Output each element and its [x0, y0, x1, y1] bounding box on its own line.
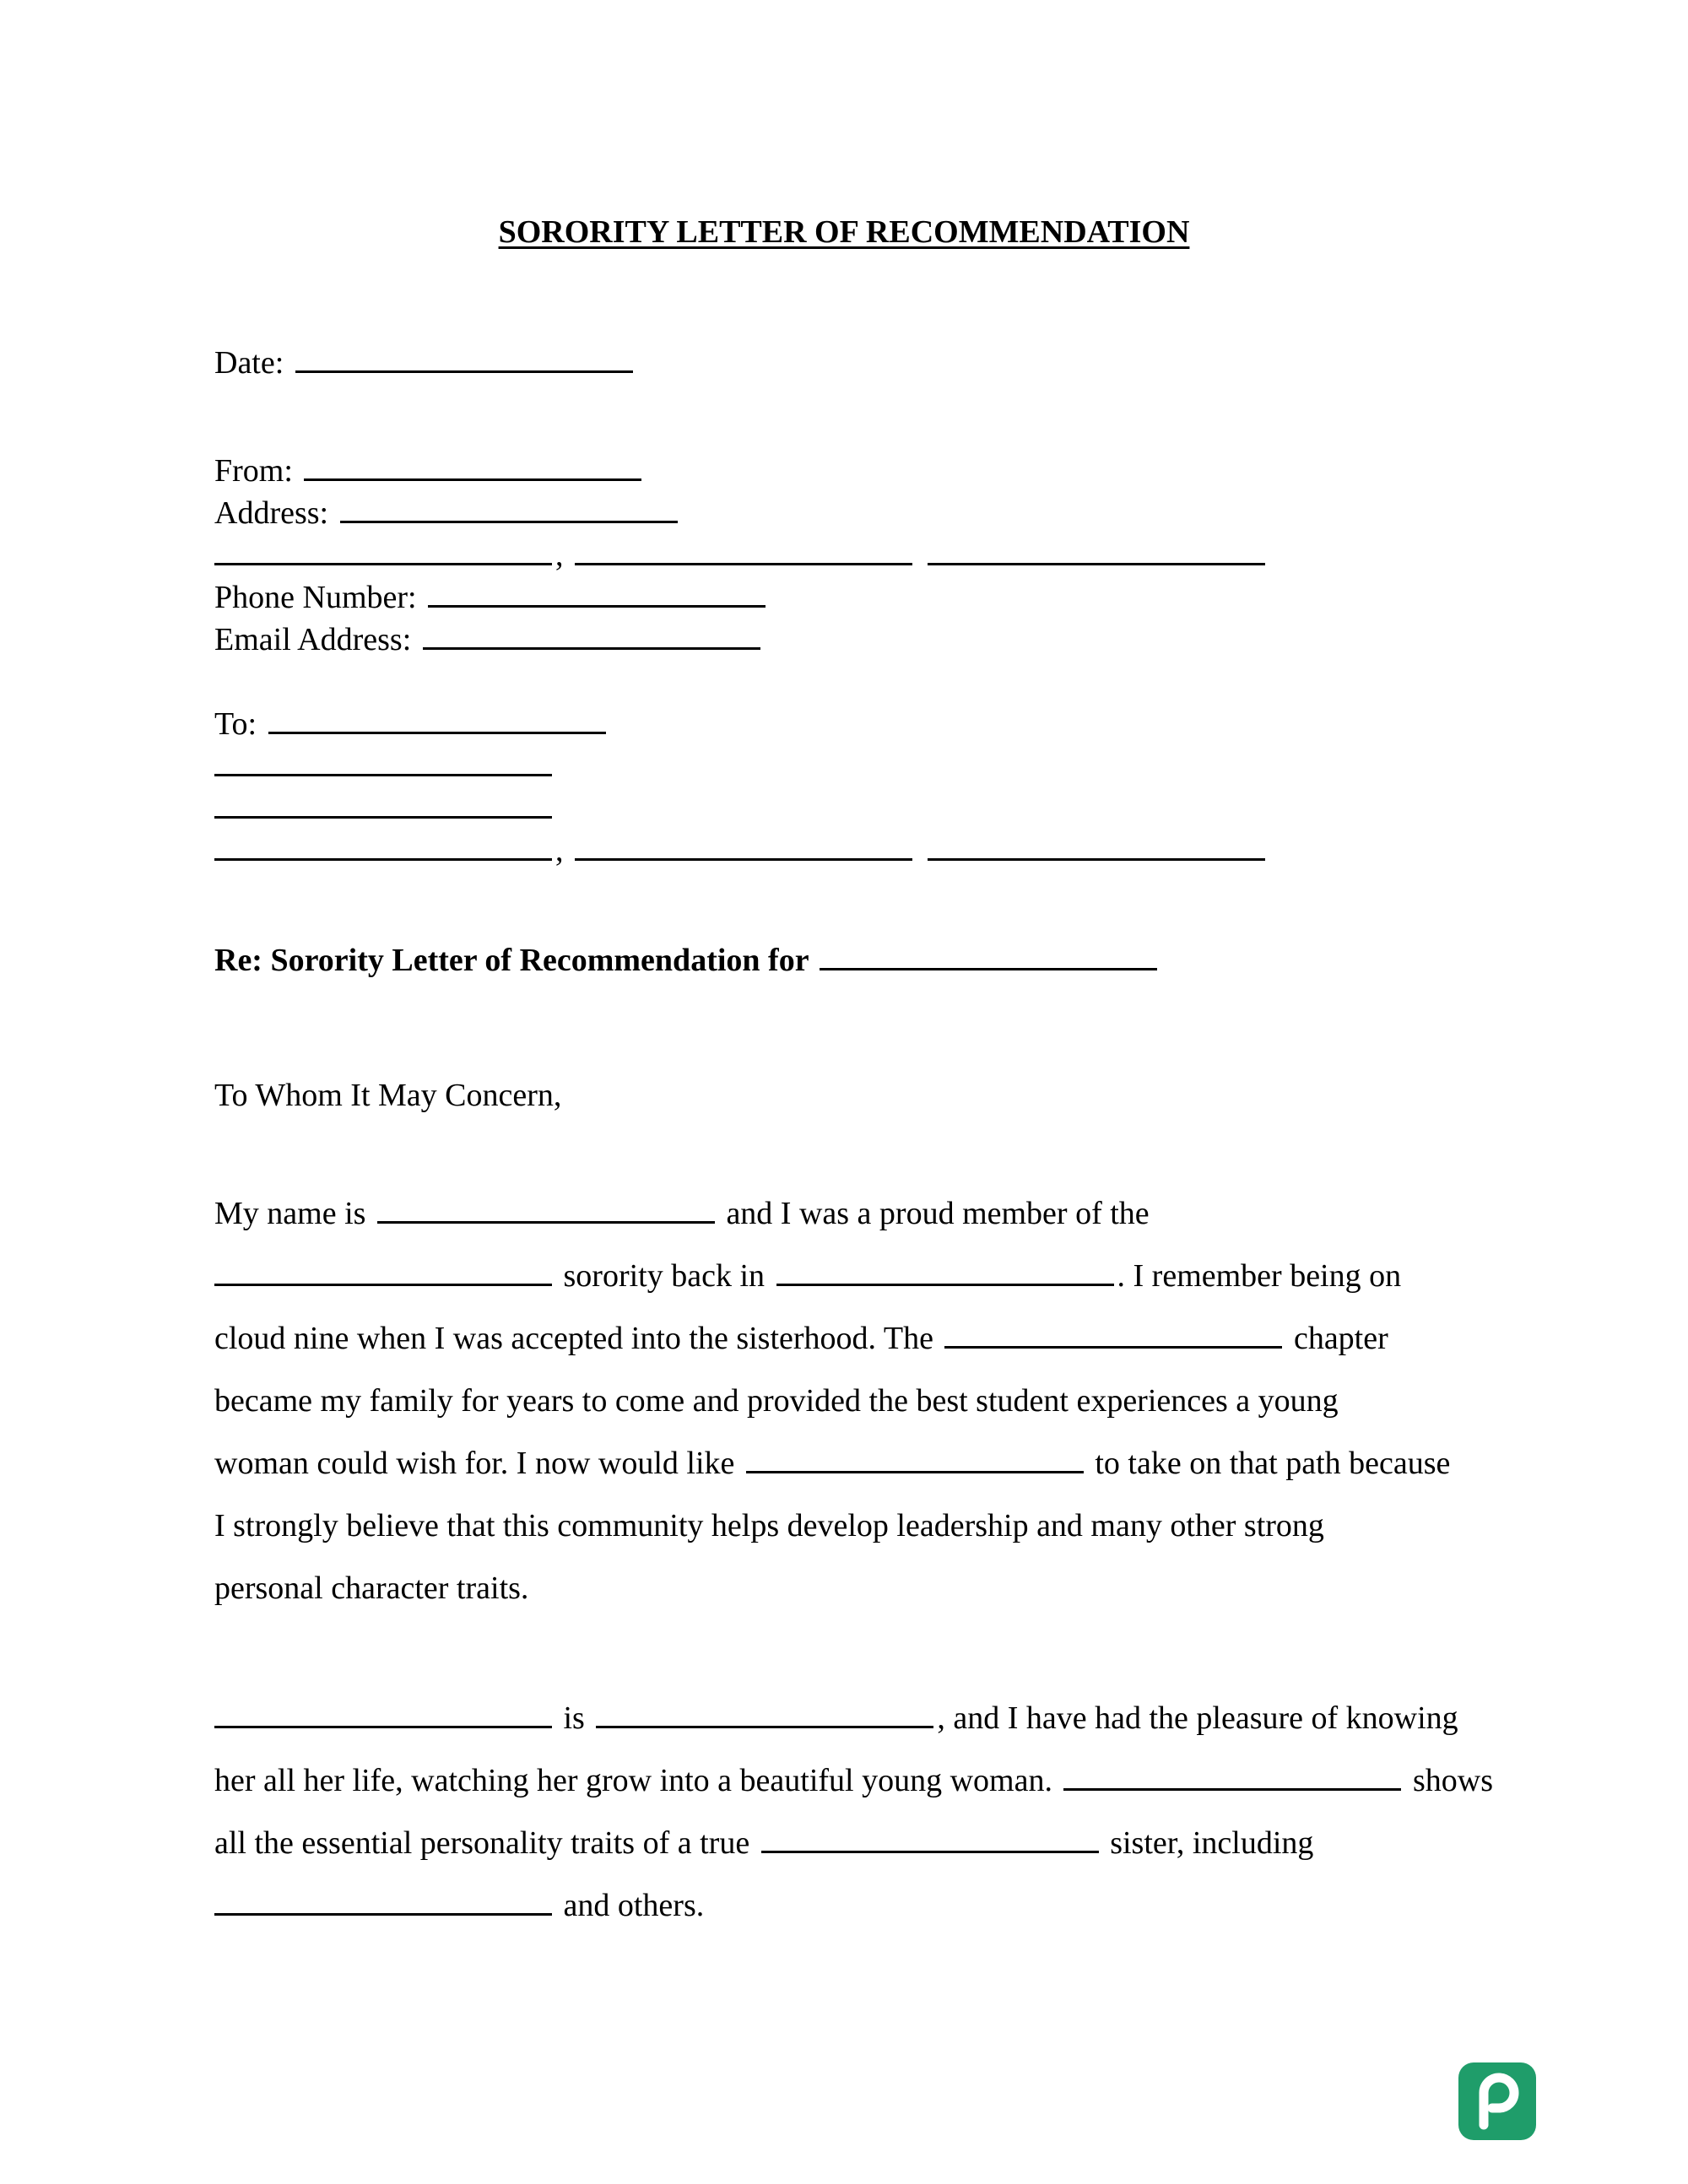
text: chapter	[1293, 1321, 1388, 1356]
writer-name-blank[interactable]	[377, 1196, 715, 1224]
traits-blank[interactable]	[214, 1888, 552, 1916]
re-text: Re: Sorority Letter of Recommendation for	[214, 943, 809, 978]
email-line	[214, 619, 764, 661]
paragraph2-line3	[214, 1822, 1313, 1864]
text: is	[563, 1700, 585, 1736]
address-blank[interactable]	[340, 495, 678, 523]
sender-city-blank[interactable]	[214, 538, 552, 565]
text: and I was a proud member of the	[726, 1196, 1150, 1231]
from-line	[214, 450, 645, 492]
comma: ,	[555, 833, 564, 868]
recipient-line-2	[214, 745, 555, 787]
address-line	[214, 492, 681, 534]
candidate-name-blank[interactable]	[746, 1446, 1084, 1473]
document-title: SORORITY LETTER OF RECOMMENDATION	[498, 214, 1190, 250]
from-blank[interactable]	[304, 453, 641, 481]
sorority-name-blank-2[interactable]	[761, 1825, 1099, 1853]
sender-city-state-zip-line	[214, 534, 1269, 576]
paragraph1-line3	[214, 1317, 1388, 1360]
email-blank[interactable]	[423, 622, 760, 650]
from-label: From:	[214, 453, 293, 489]
phone-blank[interactable]	[428, 580, 766, 608]
text: My name is	[214, 1196, 366, 1231]
p-logo-icon	[1458, 2062, 1536, 2140]
text: to take on that path because	[1095, 1446, 1451, 1481]
sender-zip-blank[interactable]	[928, 538, 1265, 565]
paragraph1-line6: I strongly believe that this community helps develop leadership and many other strong	[214, 1508, 1324, 1543]
to-blank[interactable]	[268, 706, 606, 734]
year-blank[interactable]	[776, 1258, 1114, 1286]
text: her all her life, watching her grow into a beautiful young woman.	[214, 1763, 1052, 1798]
paragraph2-line4	[214, 1884, 704, 1927]
paragraph2-line1	[214, 1697, 1458, 1739]
paragraph1-line2	[214, 1255, 1401, 1297]
recipient-state-blank[interactable]	[575, 833, 912, 861]
recipient-line-3	[214, 787, 555, 830]
date-line	[214, 342, 636, 384]
to-line	[214, 703, 609, 745]
date-blank[interactable]	[295, 345, 633, 373]
chapter-blank[interactable]	[944, 1321, 1282, 1349]
recipient-address-blank[interactable]	[214, 791, 552, 819]
salutation: To Whom It May Concern,	[214, 1078, 562, 1113]
re-line	[214, 939, 1160, 981]
sorority-name-blank[interactable]	[214, 1258, 552, 1286]
recipient-name-blank[interactable]	[214, 749, 552, 776]
relationship-blank[interactable]	[596, 1700, 933, 1728]
date-label: Date:	[214, 345, 284, 381]
text: , and I have had the pleasure of knowing	[937, 1700, 1458, 1736]
recipient-city-blank[interactable]	[214, 833, 552, 861]
text: woman could wish for. I now would like	[214, 1446, 735, 1481]
phone-label: Phone Number:	[214, 580, 417, 615]
p-logo-glyph	[1458, 2062, 1536, 2140]
email-label: Email Address:	[214, 622, 412, 657]
text: sorority back in	[563, 1258, 766, 1294]
candidate-name-blank-2[interactable]	[214, 1700, 552, 1728]
text: . I remember being on	[1117, 1258, 1402, 1294]
sender-state-blank[interactable]	[575, 538, 912, 565]
paragraph2-line2	[214, 1760, 1493, 1802]
text: and others.	[563, 1888, 705, 1923]
text: all the essential personality traits of a true	[214, 1825, 750, 1861]
to-label: To:	[214, 706, 257, 742]
comma: ,	[555, 538, 564, 573]
paragraph1-line4: became my family for years to come and provided the best student experiences a young	[214, 1383, 1339, 1419]
text: sister, including	[1110, 1825, 1314, 1861]
paragraph1-line1	[214, 1192, 1150, 1235]
recipient-zip-blank[interactable]	[928, 833, 1265, 861]
paragraph1-line5	[214, 1442, 1450, 1484]
address-label: Address:	[214, 495, 329, 531]
candidate-name-blank-3[interactable]	[1063, 1763, 1401, 1791]
re-candidate-blank[interactable]	[820, 943, 1157, 970]
text: shows	[1412, 1763, 1494, 1798]
recipient-city-state-zip-line	[214, 830, 1269, 872]
phone-line	[214, 576, 769, 619]
paragraph1-line7: personal character traits.	[214, 1570, 529, 1606]
text: cloud nine when I was accepted into the sisterhood. The	[214, 1321, 933, 1356]
